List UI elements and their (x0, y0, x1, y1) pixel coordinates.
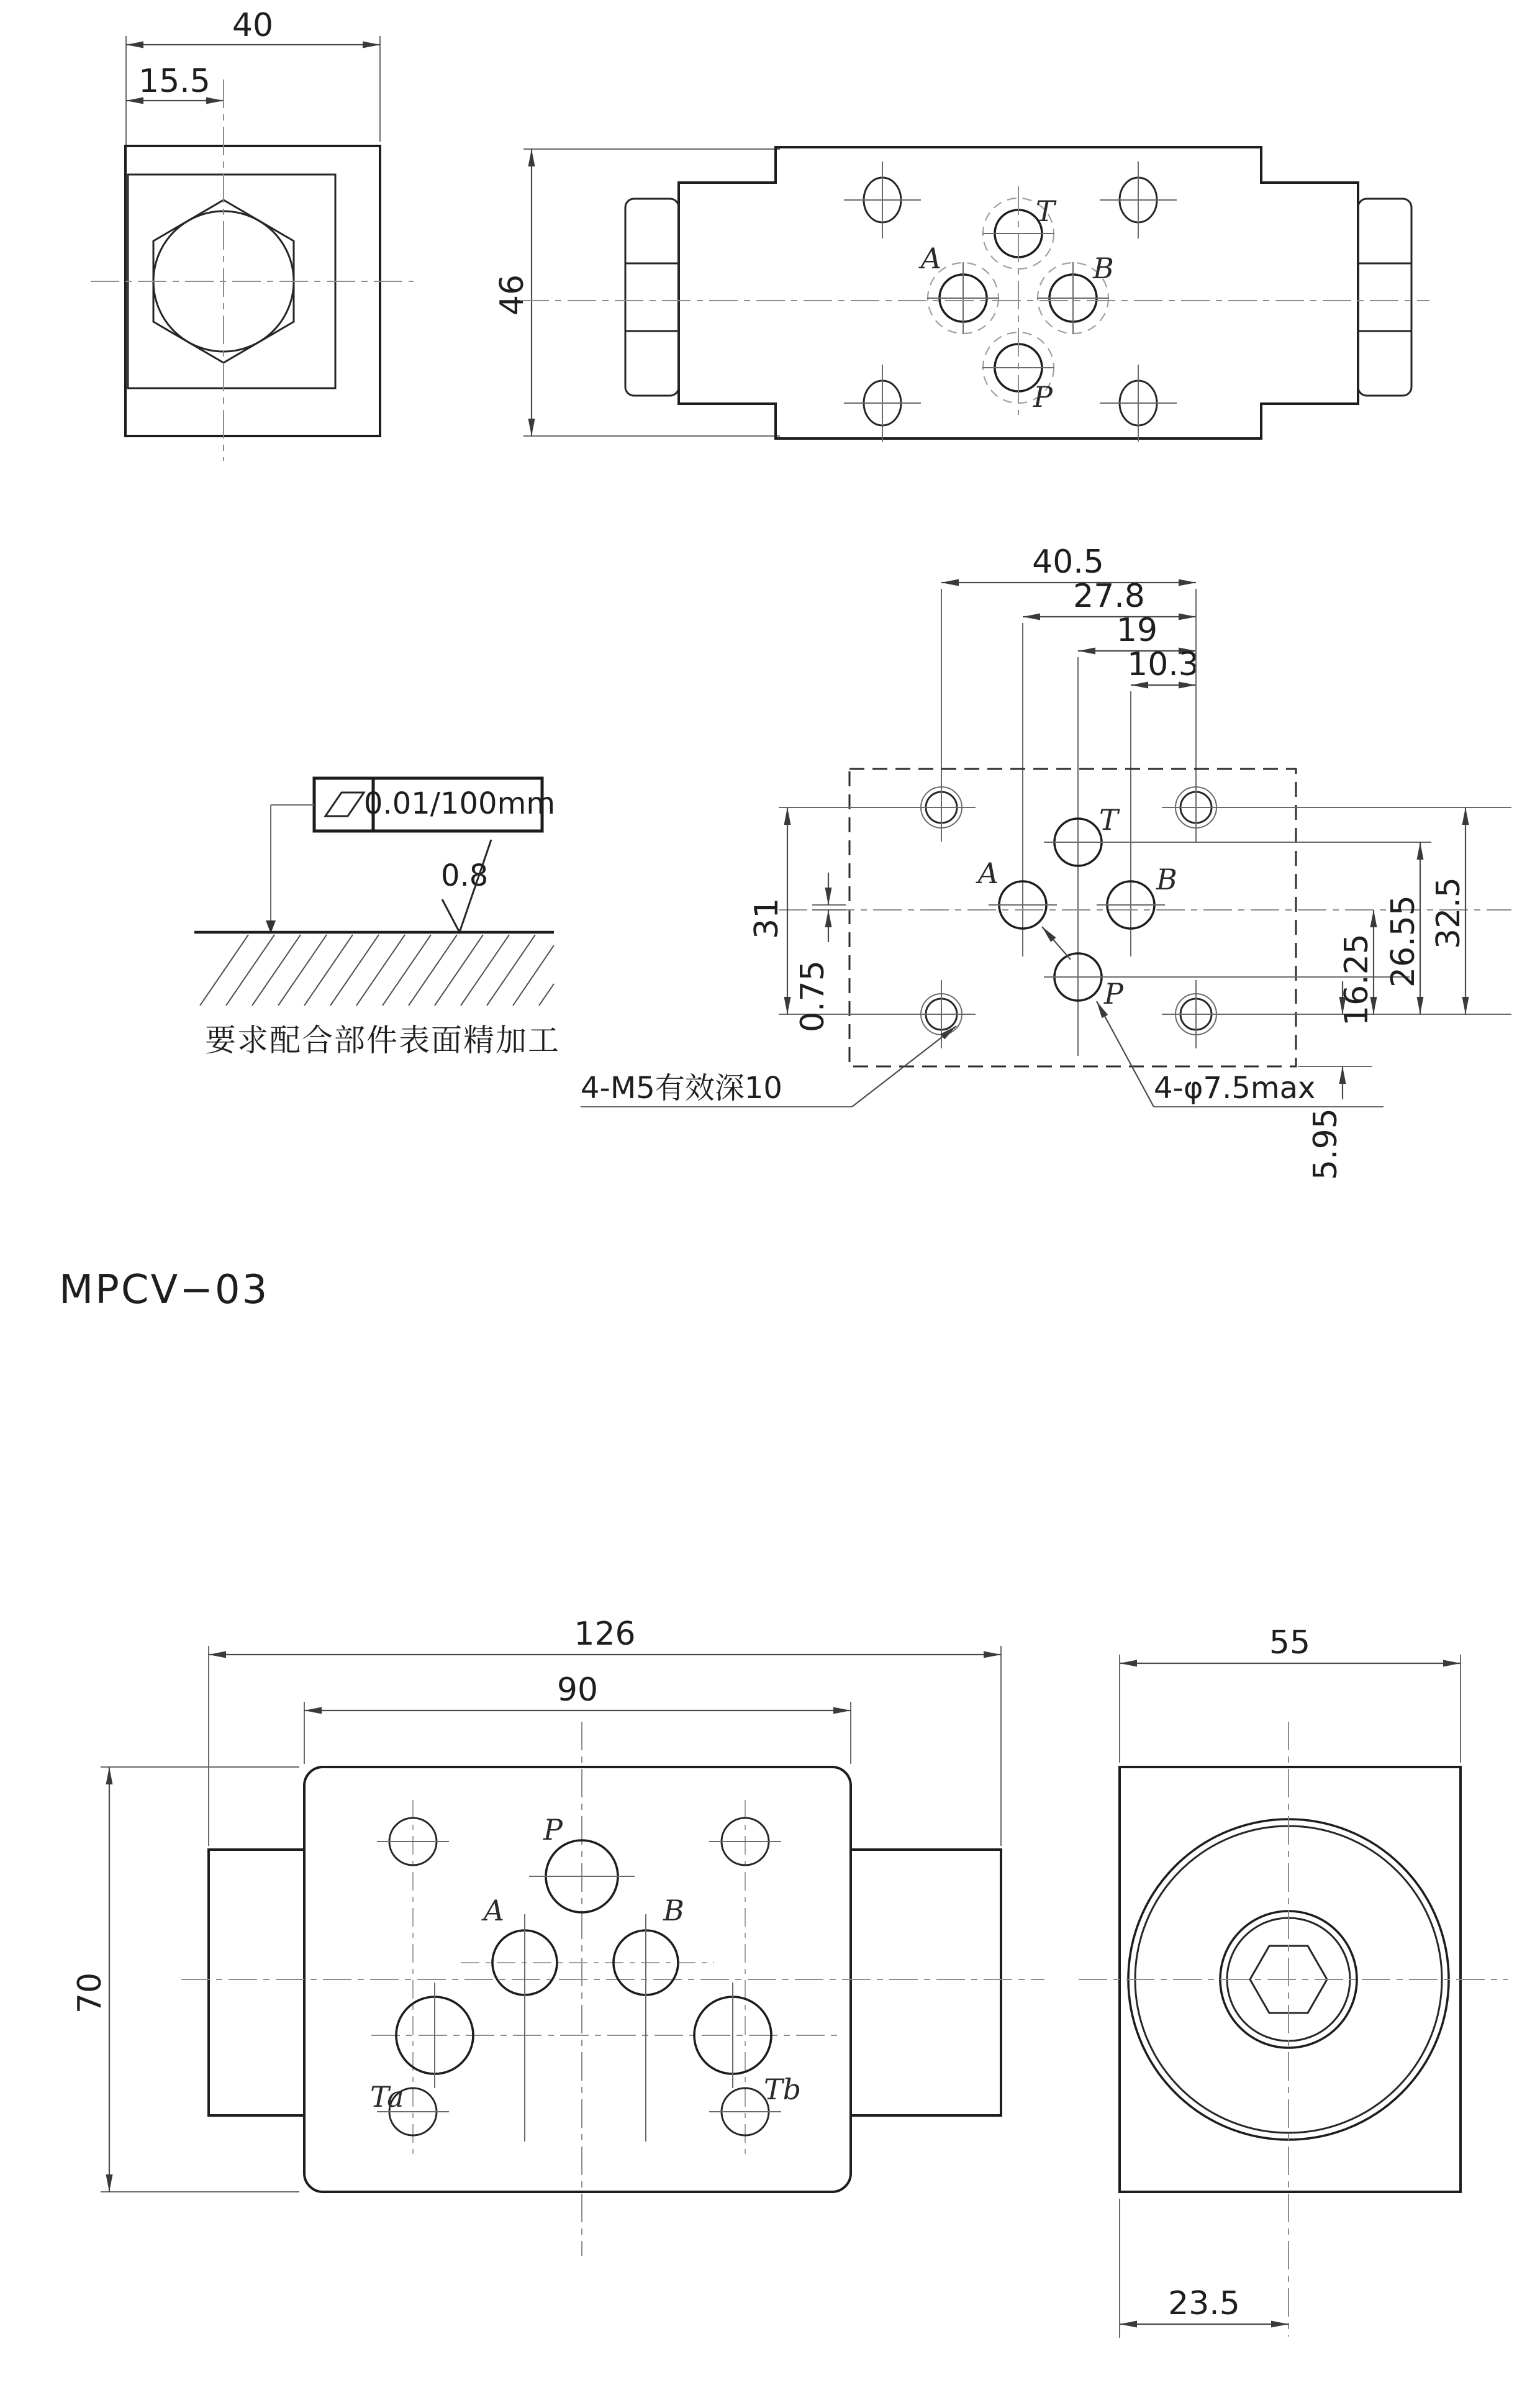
m-port-a-label: A (977, 856, 999, 890)
dim-126: 126 (574, 1615, 636, 1653)
m-port-t-label: T (1099, 803, 1118, 837)
roughness-value: 0.8 (441, 858, 489, 893)
flatness-value: 0.01/100mm (363, 786, 556, 821)
m-port-b-label: B (1156, 863, 1177, 896)
dim-10-3: 10.3 (1127, 646, 1199, 683)
mounting-view (581, 543, 1511, 1180)
side-body-outline (125, 146, 380, 436)
dim-46: 46 (494, 274, 531, 316)
dim-32-5: 32.5 (1430, 877, 1467, 949)
dim-26-55: 26.55 (1385, 895, 1422, 988)
callout-ports: 4-φ7.5max (1154, 1071, 1316, 1106)
dim-5-95: 5.95 (1307, 1108, 1344, 1180)
top-view (520, 147, 1429, 442)
surface-caption: 要求配合部件表面精加工 (205, 1022, 560, 1058)
front-p-label: P (543, 1813, 563, 1847)
callout-ports-group (1042, 927, 1384, 1107)
callout-bolts: 4-M5有效深10 (581, 1071, 782, 1106)
dim-0-75-group (794, 873, 846, 1032)
hatching (200, 935, 554, 1006)
dim-16-25-group (1338, 910, 1375, 1026)
m-port-p-label: P (1104, 977, 1123, 1011)
surface-finish-note (194, 778, 560, 1058)
dim-31-group (748, 807, 919, 1014)
dim-46-group (494, 149, 780, 436)
dim-40-5: 40.5 (1032, 543, 1104, 581)
port-a-label: A (920, 242, 941, 275)
front-b-label: B (663, 1894, 684, 1927)
model-label: MPCV−03 (59, 1267, 270, 1313)
side-view (91, 7, 414, 461)
front-bolt-holes (377, 1818, 781, 2135)
front-a-label: A (483, 1894, 504, 1927)
front-ports (396, 1840, 771, 2142)
dim-31: 31 (748, 897, 786, 939)
dim-15-5: 15.5 (138, 63, 211, 100)
dim-32-5-group (1430, 807, 1467, 1014)
front-view (71, 1615, 1044, 2256)
front-left-block (209, 1850, 304, 2115)
dim-19: 19 (1116, 612, 1158, 649)
mounting-bolt-holes (907, 773, 1230, 1048)
dim-70: 70 (71, 1972, 109, 2014)
dim-16-25: 16.25 (1338, 934, 1375, 1026)
end-view (1079, 1624, 1508, 2338)
mounting-outline (849, 769, 1296, 1066)
dim-27-8: 27.8 (1073, 578, 1145, 615)
port-t-label: T (1036, 194, 1055, 228)
hex-fitting-left (625, 199, 679, 396)
dim-0-75: 0.75 (794, 960, 831, 1032)
hex-fitting-right (1358, 199, 1411, 396)
top-bolt-holes (844, 161, 1177, 442)
port-b-label: B (1093, 252, 1114, 285)
port-p-label: P (1033, 380, 1053, 414)
dim-55: 55 (1269, 1624, 1311, 1661)
front-right-block (851, 1850, 1001, 2115)
front-ta-label: Ta (370, 2080, 404, 2114)
dim-26-55-group (1385, 842, 1422, 1014)
front-tb-label: Tb (764, 2073, 802, 2106)
dim-90: 90 (556, 1671, 599, 1709)
dim-40: 40 (232, 7, 274, 44)
dim-23-5: 23.5 (1168, 2285, 1240, 2322)
